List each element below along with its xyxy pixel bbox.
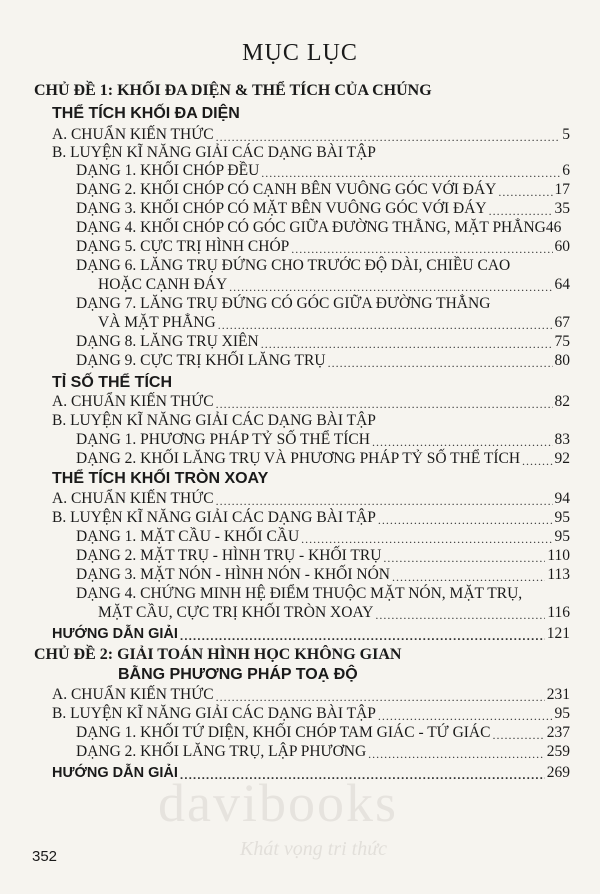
toc-entry[interactable] [52,126,570,144]
toc-entry-page: 110 [547,547,570,564]
leader-dots [378,511,553,527]
toc-entry-label: DẠNG 5. CỰC TRỊ HÌNH CHÓP [76,238,290,255]
toc-entry[interactable] [76,181,570,199]
toc-entry-page: 83 [554,431,570,448]
toc-entry-page: 116 [547,604,570,621]
toc-entry-label: DẠNG 2. KHỐI LĂNG TRỤ VÀ PHƯƠNG PHÁP TỶ SỐ THỂ TÍCH [76,450,521,467]
toc-entry-label: DẠNG 3. KHỐI CHÓP CÓ MẶT BÊN VUÔNG GÓC VỚI ĐÁY [76,200,487,217]
toc-entry[interactable] [76,724,570,742]
toc-entry[interactable] [76,352,570,370]
toc-entry-label: DẠNG 1. MẶT CẦU - KHỐI CẦU [76,528,300,545]
leader-dots [216,492,553,508]
toc-entry-page: 64 [554,276,570,293]
toc-entry-page: 80 [554,352,570,369]
toc-entry[interactable] [76,547,570,565]
toc-entry-page: 237 [546,724,570,741]
toc-entry-page: 269 [546,764,570,781]
leader-dots [261,335,553,351]
leader-dots [383,549,545,565]
toc-entry-page: 121 [546,625,570,642]
toc-entry[interactable] [76,162,570,180]
section-heading: TỈ SỐ THỂ TÍCH [52,374,172,391]
toc-entry[interactable] [76,200,570,218]
watermark-logo: davibooks [158,773,398,833]
toc-entry-label: HƯỚNG DẪN GIẢI [52,765,178,781]
toc-subheading: B. LUYỆN KĨ NĂNG GIẢI CÁC DẠNG BÀI TẬP [52,412,376,429]
toc-entry[interactable] [76,238,570,256]
leader-dots [261,164,560,180]
leader-dots [522,452,552,468]
toc-entry-label: A. CHUẨN KIẾN THỨC [52,490,214,507]
leader-dots [368,745,545,761]
toc-entry[interactable] [52,509,570,527]
toc-entry-page: 17 [554,181,570,198]
watermark-tagline: Khát vọng tri thức [240,838,388,860]
toc-entry-page: 75 [554,333,570,350]
toc-entry-label: MẶT CẦU, CỰC TRỊ KHỐI TRÒN XOAY [98,604,374,621]
toc-entry[interactable] [52,393,570,411]
toc-entry-page: 35 [554,200,570,217]
toc-subheading: B. LUYỆN KĨ NĂNG GIẢI CÁC DẠNG BÀI TẬP [52,144,376,161]
toc-entry[interactable] [98,604,570,622]
toc-entry[interactable] [76,528,570,546]
section-heading: THỂ TÍCH KHỐI ĐA DIỆN [52,105,240,122]
leader-dots [301,530,552,546]
leader-dots [489,202,553,218]
toc-entry-label: DẠNG 2. MẶT TRỤ - HÌNH TRỤ - KHỐI TRỤ [76,547,382,564]
toc-entry-label: DẠNG 9. CỰC TRỊ KHỐI LĂNG TRỤ [76,352,326,369]
toc-entry-label: DẠNG 1. KHỐI CHÓP ĐỀU [76,162,260,179]
toc-entry-page: 259 [546,743,570,760]
toc-entry-page: 113 [547,566,570,583]
leader-dots [375,606,545,622]
toc-entry-page: 6 [562,162,570,179]
toc-entry[interactable] [76,566,570,584]
toc-entry[interactable] [98,276,570,294]
toc-entry-label: VÀ MẶT PHẲNG [98,314,216,331]
toc-entry-page: 95 [554,509,570,526]
chapter-2-heading: CHỦ ĐỀ 2: GIẢI TOÁN HÌNH HỌC KHÔNG GIAN [34,646,402,663]
toc-entry[interactable] [52,686,570,704]
leader-dots [498,183,552,199]
toc-entry-label: DẠNG 3. MẶT NÓN - HÌNH NÓN - KHỐI NÓN [76,566,390,583]
toc-entry[interactable] [52,490,570,508]
toc-entry-line: DẠNG 7. LĂNG TRỤ ĐỨNG CÓ GÓC GIỮA ĐƯỜNG THẲNG [76,295,491,312]
toc-entry-label: A. CHUẨN KIẾN THỨC [52,393,214,410]
toc-entry-page: 60 [554,238,570,255]
leader-dots [229,278,552,294]
toc-entry-page: 92 [554,450,570,467]
leader-dots [378,707,553,723]
toc-entry-line: DẠNG 4. CHỨNG MINH HỆ ĐIỂM THUỘC MẶT NÓN, MẶT TRỤ, [76,585,523,602]
chapter-1-heading: CHỦ ĐỀ 1: KHỐI ĐA DIỆN & THỂ TÍCH CỦA CHÚNG [34,82,432,99]
toc-entry[interactable]: DẠNG 4. KHỐI CHÓP CÓ GÓC GIỮA ĐƯỜNG THẲNG, MẶT PHẲNG46 [76,219,562,236]
toc-entry-label: A. CHUẨN KIẾN THỨC [52,126,214,143]
leader-dots [216,688,545,704]
page-title: MỤC LỤC [242,40,358,66]
toc-entry[interactable] [76,450,570,468]
section-heading: THỂ TÍCH KHỐI TRÒN XOAY [52,470,269,487]
leader-dots [372,433,553,449]
toc-entry[interactable] [76,743,570,761]
toc-entry[interactable] [76,333,570,351]
toc-entry-label: DẠNG 2. KHỐI CHÓP CÓ CẠNH BÊN VUÔNG GÓC VỚI ĐÁY [76,181,497,198]
leader-dots [291,240,552,256]
toc-entry-label: HƯỚNG DẪN GIẢI [52,626,178,642]
chapter-2-subheading: BẰNG PHƯƠNG PHÁP TOẠ ĐỘ [118,666,358,683]
toc-entry[interactable] [52,705,570,723]
toc-entry-page: 5 [562,126,570,143]
leader-dots [218,316,553,332]
toc-entry-label: B. LUYỆN KĨ NĂNG GIẢI CÁC DẠNG BÀI TẬP [52,705,376,722]
toc-entry-label: DẠNG 2. KHỐI LĂNG TRỤ, LẬP PHƯƠNG [76,743,367,760]
toc-entry-page: 95 [554,528,570,545]
toc-entry-page: 95 [554,705,570,722]
toc-entry-page: 231 [546,686,570,703]
toc-entry-label: A. CHUẨN KIẾN THỨC [52,686,214,703]
toc-entry[interactable] [98,314,570,332]
toc-entry-page: 67 [554,314,570,331]
leader-dots [216,395,553,411]
toc-entry-label: HOẶC CẠNH ĐÁY [98,276,228,293]
toc-entry-label: B. LUYỆN KĨ NĂNG GIẢI CÁC DẠNG BÀI TẬP [52,509,376,526]
leader-dots [492,726,544,742]
toc-entry-label: DẠNG 8. LĂNG TRỤ XIÊN [76,333,259,350]
toc-entry-label: DẠNG 1. PHƯƠNG PHÁP TỶ SỐ THỂ TÍCH [76,431,370,448]
leader-dots [392,568,545,584]
toc-entry-line: DẠNG 6. LĂNG TRỤ ĐỨNG CHO TRƯỚC ĐỘ DÀI, CHIỀU CAO [76,257,511,274]
toc-entry[interactable] [52,625,570,643]
toc-entry-label: DẠNG 1. KHỐI TỨ DIỆN, KHỐI CHÓP TAM GIÁC - TỨ GIÁC [76,724,491,741]
leader-dots [180,627,545,643]
leader-dots [216,128,561,144]
page-number: 352 [32,848,58,865]
leader-dots [328,354,553,370]
toc-entry-page: 94 [554,490,570,507]
toc-entry[interactable] [76,431,570,449]
toc-entry-page: 82 [554,393,570,410]
